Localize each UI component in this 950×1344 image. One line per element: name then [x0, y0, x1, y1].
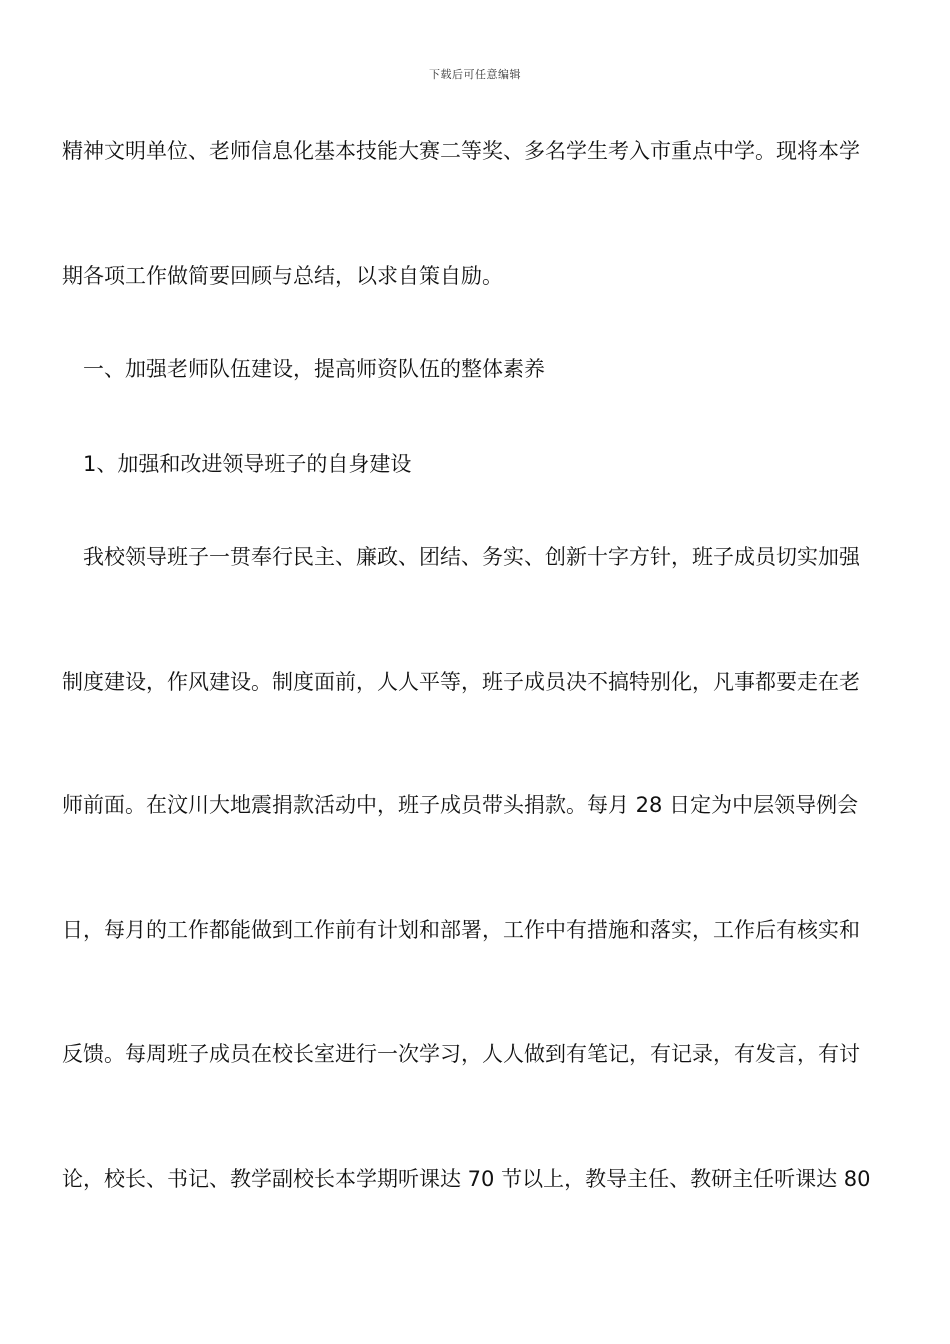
body-line-1: 我校领导班子一贯奉行民主、廉政、团结、务实、创新十字方针，班子成员切实加强 — [83, 545, 860, 569]
body-line-3: 师前面。在汶川大地震捐款活动中，班子成员带头捐款。每月 28 日定为中层领导例会 — [62, 793, 859, 817]
intro-line-1: 精神文明单位、老师信息化基本技能大赛二等奖、多名学生考入市重点中学。现将本学 — [62, 139, 860, 163]
body-line-5: 反馈。每周班子成员在校长室进行一次学习，人人做到有笔记，有记录，有发言，有讨 — [62, 1042, 860, 1066]
intro-line-2: 期各项工作做简要回顾与总结，以求自策自励。 — [62, 264, 503, 288]
body-line-4: 日，每月的工作都能做到工作前有计划和部署，工作中有措施和落实，工作后有核实和 — [62, 918, 860, 942]
header-note: 下载后可任意编辑 — [429, 68, 521, 81]
body-line-6: 论，校长、书记、教学副校长本学期听课达 70 节以上，教导主任、教研主任听课达 80 — [62, 1167, 871, 1191]
body-line-2: 制度建设，作风建设。制度面前，人人平等，班子成员决不搞特别化，凡事都要走在老 — [62, 670, 860, 694]
section-heading: 一、加强老师队伍建设，提高师资队伍的整体素养 — [83, 357, 545, 381]
subsection-heading: 1、加强和改进领导班子的自身建设 — [83, 452, 412, 476]
